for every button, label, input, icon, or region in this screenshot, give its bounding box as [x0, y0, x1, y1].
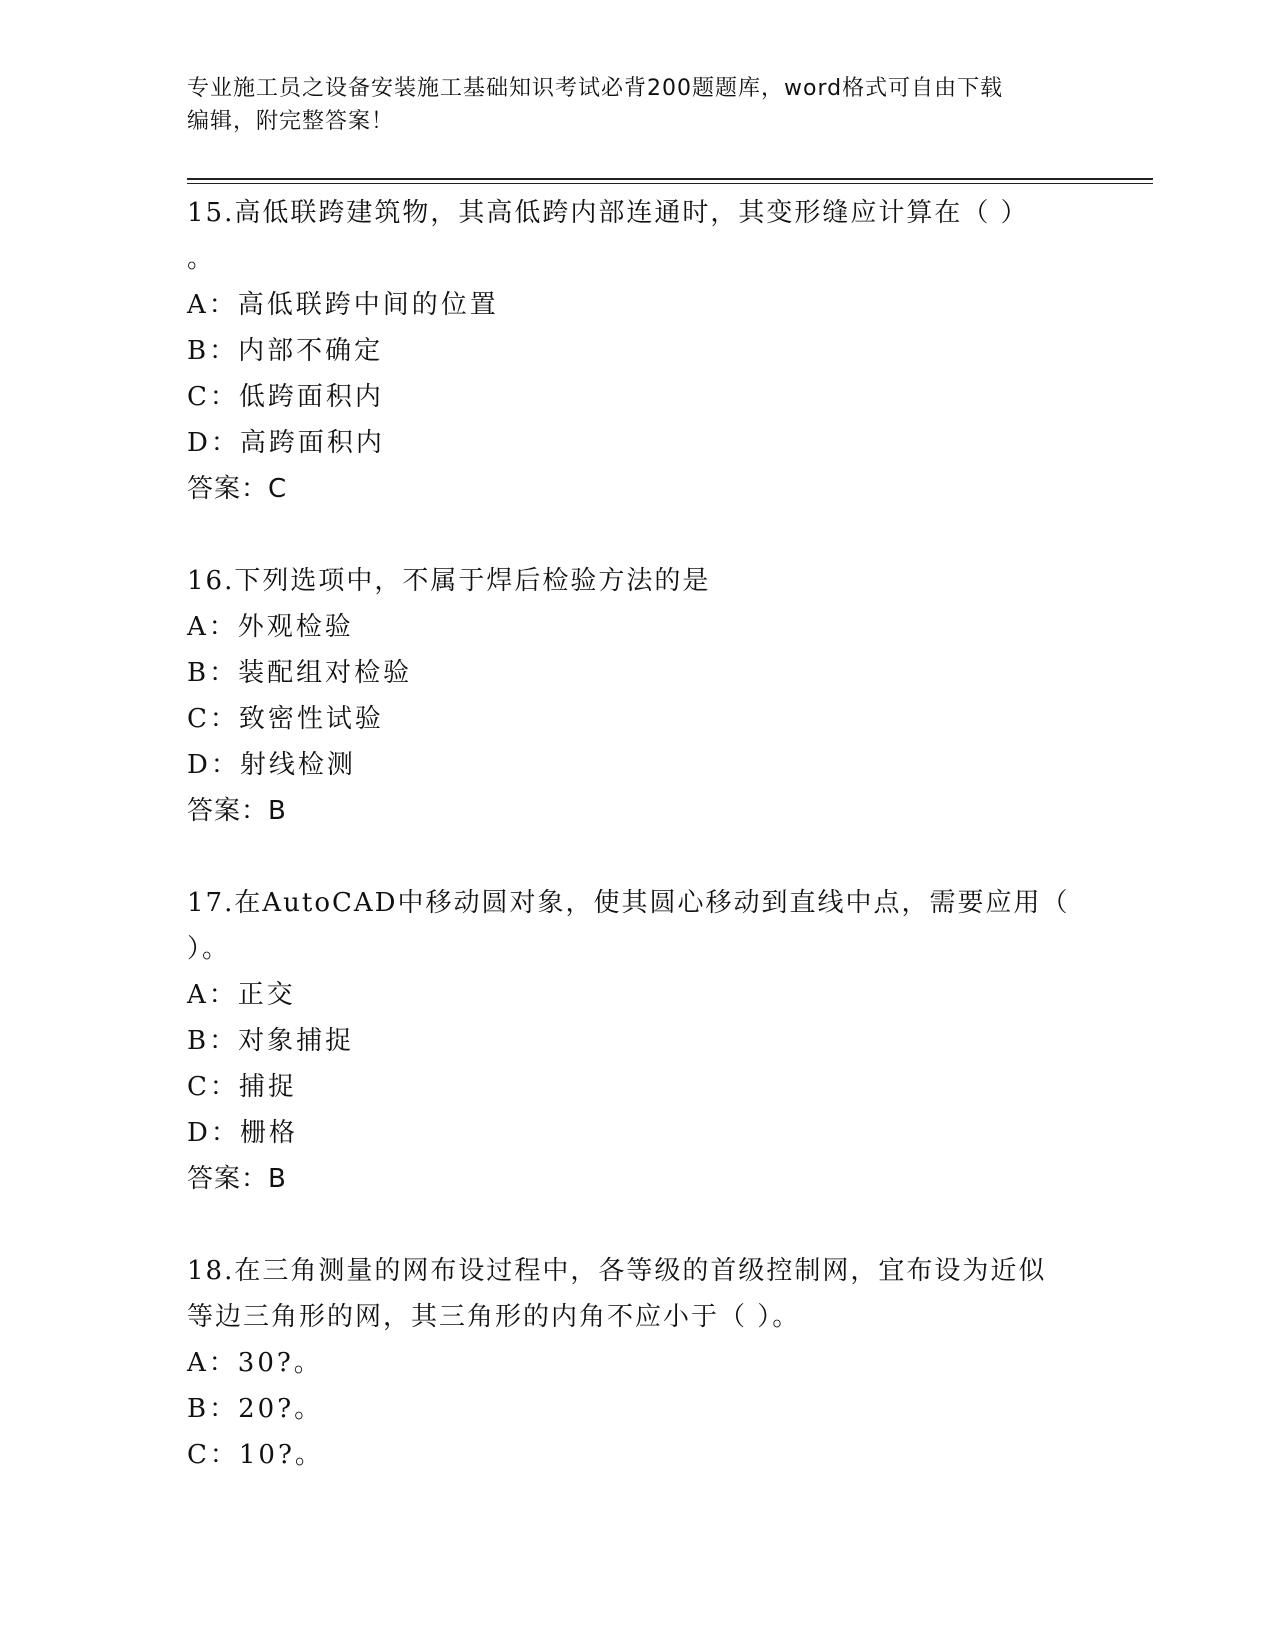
header-divider-thin: [187, 183, 1153, 184]
question-text-cont: 等边三角形的网，其三角形的内角不应小于（ ）。: [187, 1302, 801, 1332]
question-16: [187, 558, 1087, 834]
question-text: 15.高低联跨建筑物，其高低跨内部连通时，其变形缝应计算在（ ）: [187, 198, 1029, 228]
question-text: 18.在三角测量的网布设过程中，各等级的首级控制网，宜布设为近似: [187, 1256, 1047, 1286]
option-b: B：装配组对检验: [187, 658, 413, 688]
option-d: D：射线检测: [187, 750, 356, 780]
question-text-cont: ）。: [187, 934, 231, 964]
option-c: C：10?。: [187, 1440, 324, 1470]
option-d: D：高跨面积内: [187, 428, 385, 458]
option-a: A：外观检验: [187, 612, 354, 642]
header-line-1: 专业施工员之设备安装施工基础知识考试必背200题题库，word格式可自由下载: [187, 76, 1004, 101]
question-text-cont: 。: [187, 244, 216, 274]
option-c: C：捕捉: [187, 1072, 297, 1102]
header-divider: [187, 178, 1153, 180]
question-text: 17.在AutoCAD中移动圆对象，使其圆心移动到直线中点，需要应用（: [187, 888, 1070, 918]
option-b: B：20?。: [187, 1394, 324, 1424]
question-text: 16.下列选项中，不属于焊后检验方法的是: [187, 566, 711, 596]
option-a: A：30?。: [187, 1348, 323, 1378]
option-c: C：低跨面积内: [187, 382, 384, 412]
option-b: B：内部不确定: [187, 336, 384, 366]
answer: 答案：C: [187, 474, 288, 504]
answer: 答案：B: [187, 1164, 287, 1194]
document-header: [187, 72, 1087, 138]
option-d: D：栅格: [187, 1118, 298, 1148]
option-a: A：正交: [187, 980, 296, 1010]
option-b: B：对象捕捉: [187, 1026, 355, 1056]
question-15: [187, 190, 1087, 512]
option-c: C：致密性试验: [187, 704, 384, 734]
question-17: [187, 880, 1087, 1202]
header-line-2: 编辑，附完整答案！: [187, 109, 395, 134]
option-a: A：高低联跨中间的位置: [187, 290, 499, 320]
answer: 答案：B: [187, 796, 287, 826]
question-18: [187, 1248, 1087, 1478]
question-list: [187, 190, 1087, 1478]
